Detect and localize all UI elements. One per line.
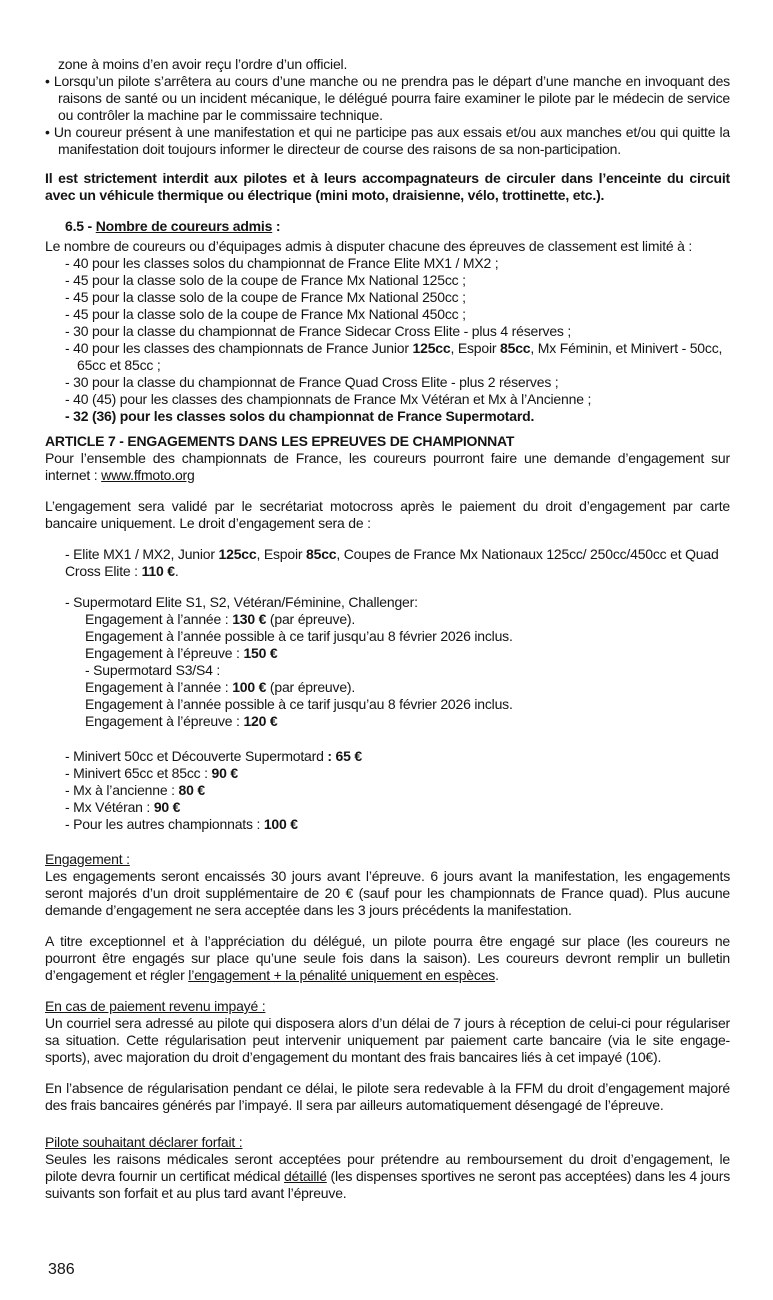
spacer	[45, 158, 730, 170]
text-segment: - 40 pour les classes solos du championnat de France Elite MX1 / MX2 ;	[65, 255, 499, 271]
text-segment: Lorsqu’un pilote s’arrêtera au cours d’une manche ou ne prendra pas le départ d’une manche en invoquant des raisons de santé ou un incident mécanique, le délégué pourra faire examiner le pilote par le médecin de service ou contrôler la machine par le commissaire technique.	[53, 73, 730, 123]
list-item	[65, 323, 730, 340]
spacer	[45, 484, 730, 498]
paragraph	[45, 498, 730, 532]
spacer	[45, 580, 730, 594]
underlined-text: Pilote souhaitant déclarer forfait :	[45, 1134, 243, 1150]
text-segment: 85cc	[500, 340, 531, 356]
text-segment: - 40 (45) pour les classes des championnats de France Mx Vétéran et Mx à l’Ancienne ;	[65, 391, 592, 407]
sub-list-item	[85, 628, 730, 645]
text-segment: Engagement à l’année possible à ce tarif jusqu’au 8 février 2026 inclus.	[85, 628, 513, 644]
paragraph	[45, 238, 730, 255]
page-number: 386	[48, 1261, 75, 1278]
text-segment: : 65 €	[327, 748, 362, 764]
list-item	[65, 816, 730, 833]
paragraph	[45, 1015, 730, 1066]
text-segment: 125cc	[412, 340, 451, 356]
text-segment: , Coupes de France Mx Nationaux 125cc/ 250cc/450cc et Quad Cross Elite :	[65, 546, 719, 579]
text-segment: - 40 pour les classes des championnats de France Junior	[65, 340, 413, 356]
spacer	[45, 532, 730, 546]
list-item	[65, 374, 730, 391]
text-segment: ARTICLE 7 - ENGAGEMENTS DANS LES EPREUVES DE CHAMPIONNAT	[45, 433, 515, 449]
text-segment: Le nombre de coureurs ou d’équipages admis à disputer chacune des épreuves de classement est limité à :	[45, 238, 693, 254]
text-segment: .	[174, 563, 179, 579]
section-heading	[65, 218, 730, 235]
spacer	[45, 833, 730, 851]
text-segment: - 30 pour la classe du championnat de France Sidecar Cross Elite - plus 4 réserves ;	[65, 323, 572, 339]
text-segment: 100 €	[232, 679, 267, 695]
text-segment: Engagement à l’année possible à ce tarif jusqu’au 8 février 2026 inclus.	[85, 696, 513, 712]
text-segment: 150 €	[243, 645, 278, 661]
text-segment: Engagement à l’épreuve :	[85, 645, 244, 661]
bullet-icon: •	[45, 73, 54, 89]
text-segment: , Mx Féminin, et Minivert - 50cc, 65cc et 85cc ;	[77, 340, 723, 373]
text-segment: 85cc	[306, 546, 337, 562]
sub-list-item	[85, 662, 730, 679]
text-segment: - 45 pour la classe solo de la coupe de France Mx National 125cc ;	[65, 272, 466, 288]
bullet-item	[45, 73, 730, 124]
underlined-text: En cas de paiement revenu impayé :	[45, 998, 266, 1014]
spacer	[45, 984, 730, 998]
sub-list-item	[85, 713, 730, 730]
paragraph	[45, 998, 730, 1015]
text-segment: - Elite MX1 / MX2, Junior	[65, 546, 219, 562]
paragraph-continuation	[58, 56, 730, 73]
paragraph	[45, 450, 730, 484]
spacer	[45, 1114, 730, 1134]
paragraph	[45, 1151, 730, 1202]
spacer	[45, 730, 730, 748]
sub-list-item	[85, 696, 730, 713]
list-item	[65, 391, 730, 408]
list-item	[65, 765, 730, 782]
list-item	[65, 289, 730, 306]
spacer	[45, 1066, 730, 1080]
underlined-text: Engagement :	[45, 851, 130, 867]
paragraph	[45, 1080, 730, 1114]
text-segment: 110 €	[141, 563, 175, 579]
text-segment: - 45 pour la classe solo de la coupe de France Mx National 250cc ;	[65, 289, 466, 305]
list-item	[65, 340, 730, 374]
sub-list-item	[85, 645, 730, 662]
text-segment: L’engagement sera validé par le secrétariat motocross après le paiement du droit d’engagement par carte bancaire uniquement. Le droit d’engagement sera de :	[45, 498, 730, 531]
text-segment: - Pour les autres championnats :	[65, 816, 264, 832]
list-item	[65, 255, 730, 272]
text-segment: Les engagements seront encaissés 30 jours avant l’épreuve. 6 jours avant la manifestation, les engagements seront majorés d’un droit supplémentaire de 20 € (sauf pour les championnats de France quad). Plus aucune demande d’engagement ne sera acceptée dans les 3 jours précédents la manifestation.	[45, 868, 730, 918]
text-segment: - 32 (36) pour les classes solos du championnat de France Supermotard.	[65, 408, 535, 424]
sub-list-item	[85, 679, 730, 696]
spacer	[45, 425, 730, 433]
text-segment: 90 €	[153, 799, 181, 815]
text-segment: 125cc	[218, 546, 257, 562]
list-item	[65, 272, 730, 289]
text-segment: A titre exceptionnel et à l’appréciation du délégué, un pilote pourra être engagé sur place (les coureurs ne pourront être engagés sur place qu’une seule fois dans la saison). Les coureurs devront remplir un bulletin d’engagement et régler	[45, 933, 730, 983]
text-segment: :	[272, 218, 281, 234]
text-segment: - Supermotard S3/S4 :	[85, 662, 221, 678]
text-segment: 6.5 -	[65, 218, 96, 234]
text-segment: 130 €	[232, 611, 267, 627]
list-item	[65, 408, 730, 425]
bullet-icon: •	[45, 124, 54, 140]
bullet-item	[45, 124, 730, 158]
text-segment: zone à moins d’en avoir reçu l’ordre d’un officiel.	[58, 56, 348, 72]
underlined-text: l’engagement + la pénalité uniquement en espèces	[188, 967, 496, 983]
spacer	[45, 919, 730, 933]
text-segment: 80 €	[178, 782, 205, 798]
article-heading	[45, 433, 730, 450]
paragraph	[45, 851, 730, 868]
list-item	[65, 306, 730, 323]
text-segment: 100 €	[263, 816, 298, 832]
underlined-text: Nombre de coureurs admis	[95, 218, 273, 234]
text-segment: - Minivert 50cc et Découverte Supermotard	[65, 748, 328, 764]
text-segment: Engagement à l’épreuve :	[85, 713, 244, 729]
text-segment: Engagement à l’année :	[85, 611, 233, 627]
text-segment: (les dispenses sportives ne seront pas acceptées) dans les 4 jours suivants son forfait et au plus tard avant l’épreuve.	[45, 1168, 730, 1201]
paragraph	[45, 170, 730, 204]
text-segment: Engagement à l’année :	[85, 679, 233, 695]
text-segment: - Supermotard Elite S1, S2, Vétéran/Féminine, Challenger:	[65, 594, 418, 610]
link-text[interactable]: www.ffmoto.org	[101, 467, 195, 483]
text-segment: 120 €	[243, 713, 278, 729]
text-segment: - Mx Vétéran :	[65, 799, 154, 815]
text-segment: , Espoir	[450, 340, 501, 356]
text-segment: - Minivert 65cc et 85cc :	[65, 765, 212, 781]
list-item	[65, 546, 730, 580]
list-item	[65, 799, 730, 816]
text-segment: Un courriel sera adressé au pilote qui disposera alors d’un délai de 7 jours à réception de celui-ci pour régulariser sa situation. Cette régularisation peut intervenir uniquement par paiement carte bancaire (via le site engage-sports), avec majoration du droit d’engagement du montant des frais bancaires liés à cet impayé (10€).	[45, 1015, 730, 1065]
document-body	[45, 56, 730, 1202]
text-segment: - 45 pour la classe solo de la coupe de France Mx National 450cc ;	[65, 306, 466, 322]
list-item	[65, 782, 730, 799]
text-segment: , Espoir	[256, 546, 307, 562]
list-item	[65, 748, 730, 765]
sub-list-item	[85, 611, 730, 628]
text-segment: Seules les raisons médicales seront acceptées pour prétendre au remboursement du droit d’engagement, le pilote devra fournir un certificat médical	[45, 1151, 730, 1184]
list-item	[65, 594, 730, 611]
paragraph	[45, 1134, 730, 1151]
paragraph	[45, 868, 730, 919]
text-segment: .	[495, 967, 499, 983]
spacer	[45, 204, 730, 212]
text-segment: Il est strictement interdit aux pilotes et à leurs accompagnateurs de circuler dans l’enceinte du circuit avec un véhicule thermique ou électrique (mini moto, draisienne, vélo, trottinette, etc.).	[45, 170, 730, 203]
text-segment: - 30 pour la classe du championnat de France Quad Cross Elite - plus 2 réserves ;	[65, 374, 559, 390]
text-segment: Un coureur présent à une manifestation et qui ne participe pas aux essais et/ou aux manches et/ou qui quitte la manifestation doit toujours informer le directeur de course des raisons de sa non-participation.	[53, 124, 730, 157]
text-segment: - Mx à l’ancienne :	[65, 782, 179, 798]
text-segment: En l’absence de régularisation pendant ce délai, le pilote sera redevable à la FFM du droit d’engagement majoré des frais bancaires générés par l’impayé. Il sera par ailleurs automatiquement désengagé de l’épreuve.	[45, 1080, 730, 1113]
underlined-text: détaillé	[284, 1168, 327, 1184]
text-segment: Pour l’ensemble des championnats de France, les coureurs pourront faire une demande d’engagement sur internet :	[45, 450, 730, 483]
text-segment: (par épreuve).	[266, 611, 356, 627]
paragraph	[45, 933, 730, 984]
text-segment: 90 €	[211, 765, 238, 781]
text-segment: (par épreuve).	[266, 679, 356, 695]
